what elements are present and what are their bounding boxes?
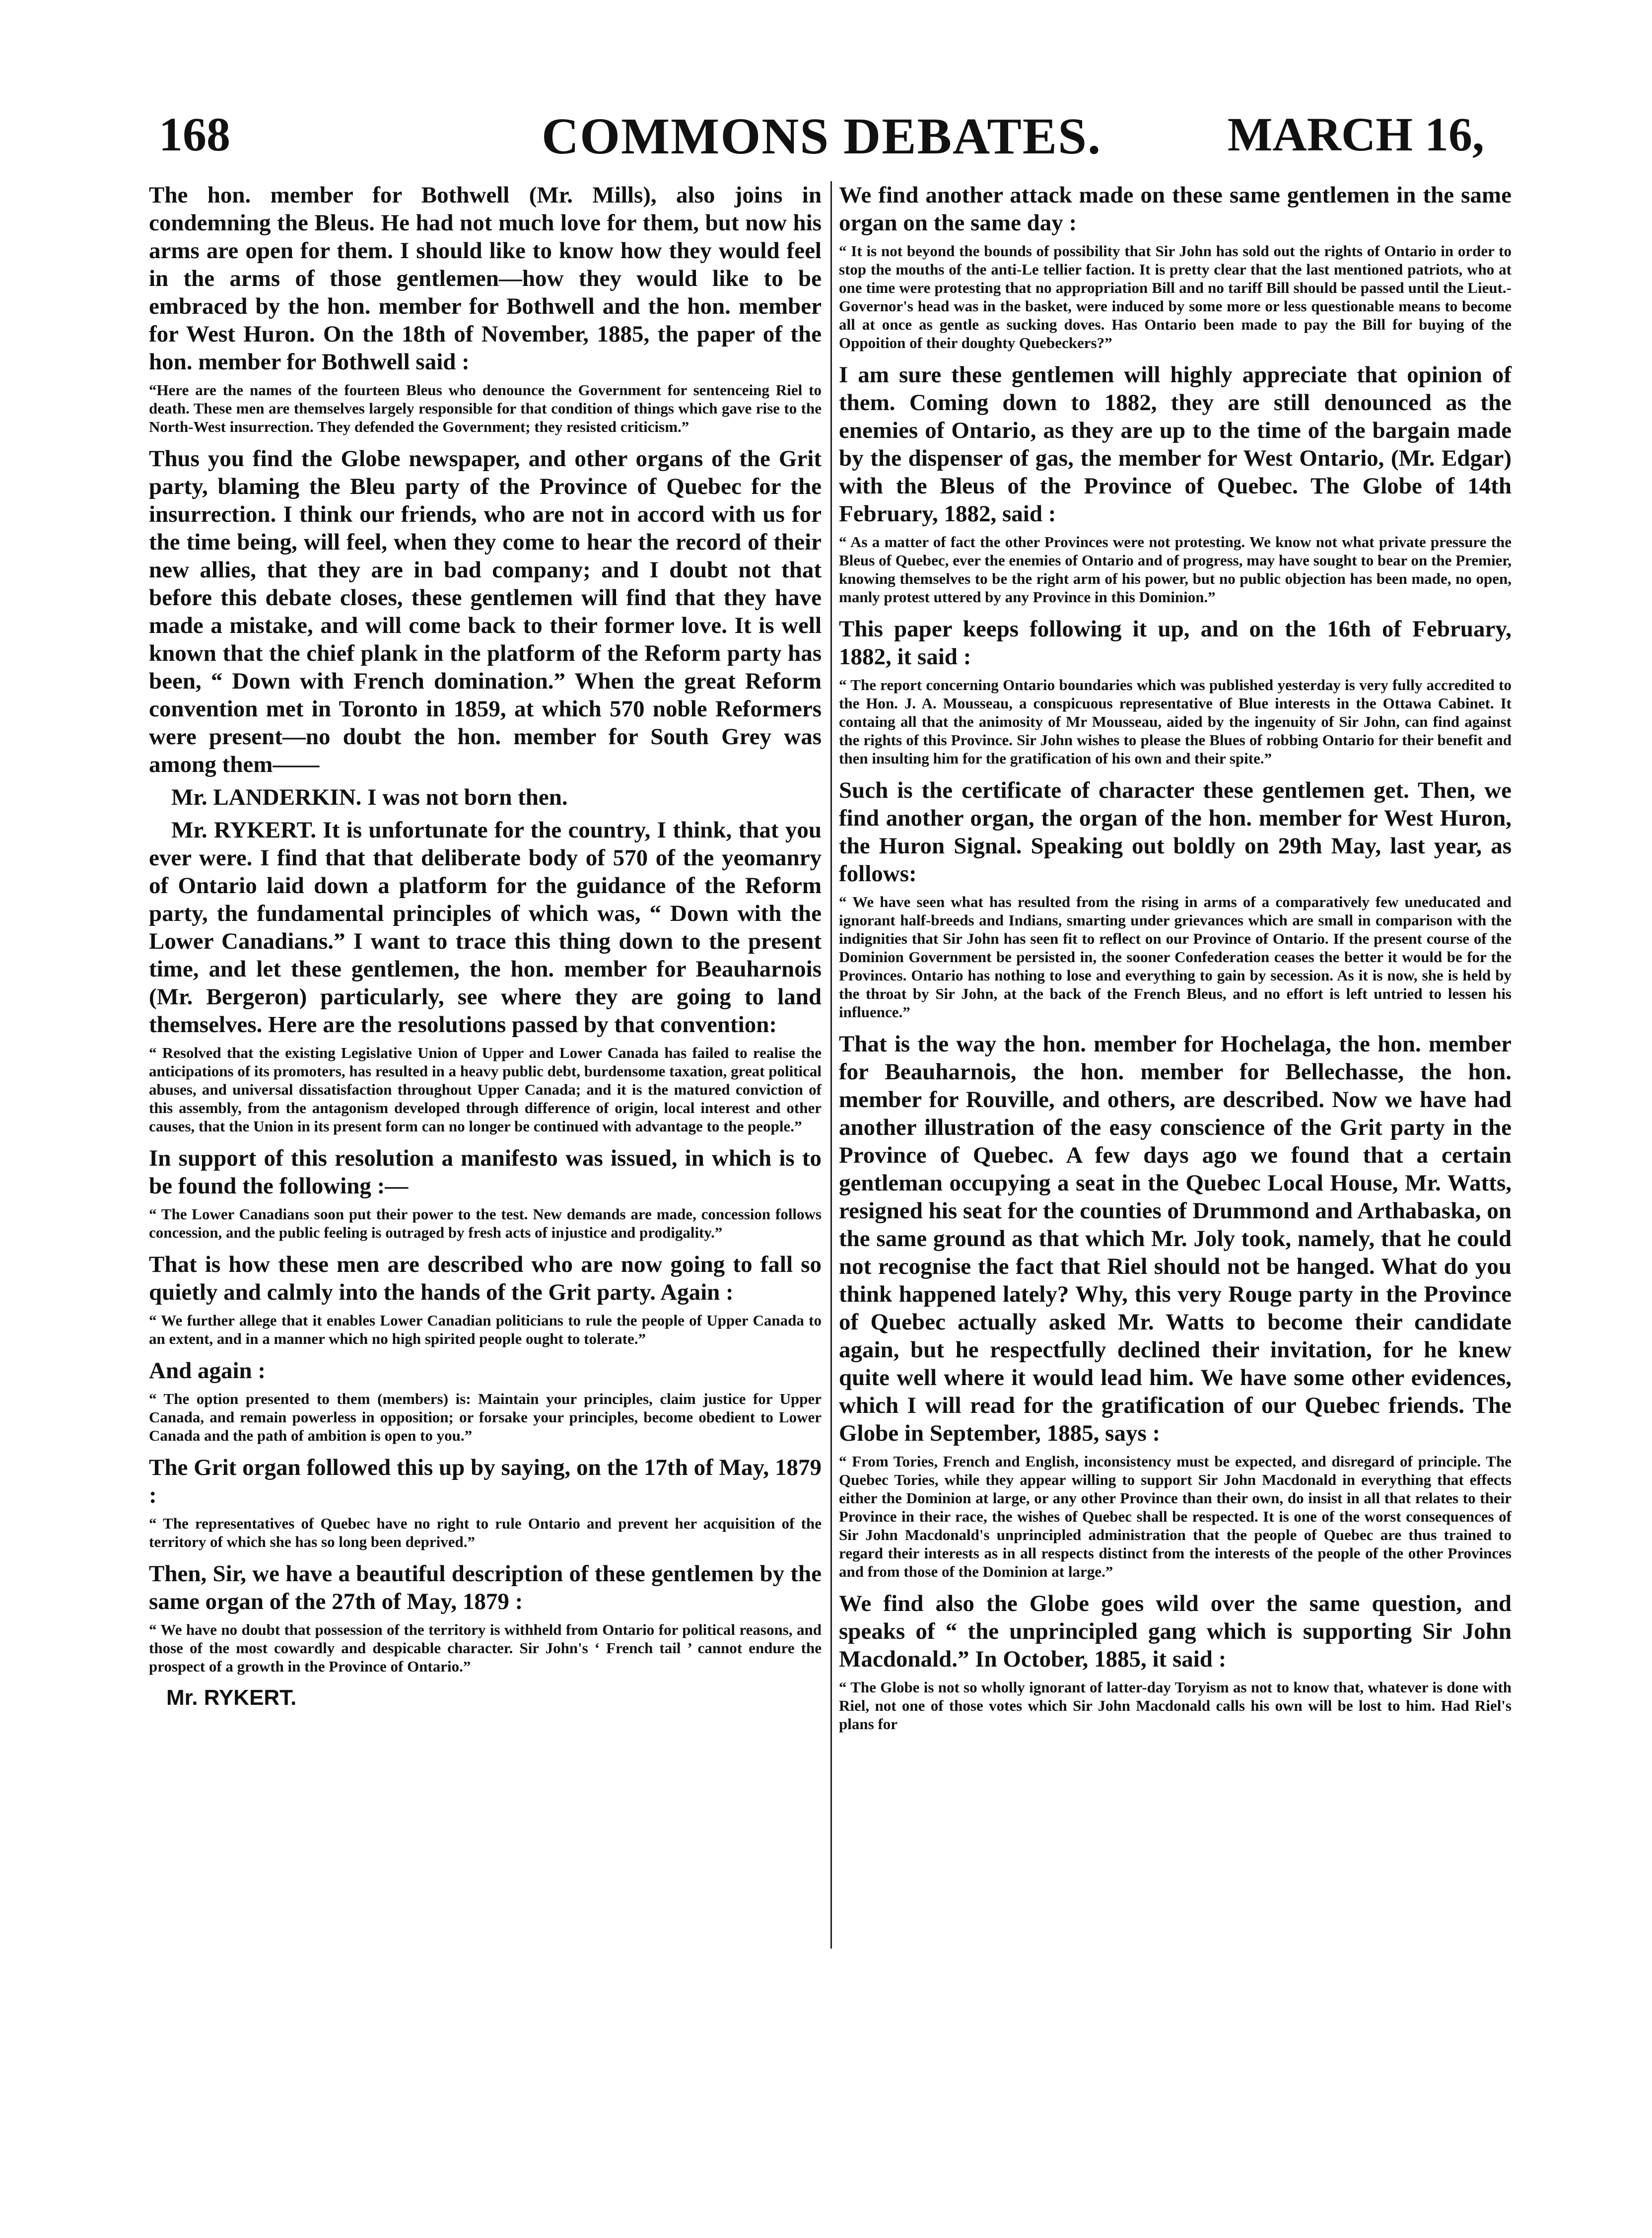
page-header: [159, 107, 1484, 166]
page-date: MARCH 16,: [1227, 108, 1484, 161]
quotation: “Here are the names of the fourteen Bleus who denounce the Government for sentenceing Riel to death. These men are themselves largely responsible for that condition of things which gave rise to the North-West insurrection. They defended the Government; they resisted criticism.”: [149, 381, 822, 435]
page-number: 168: [159, 108, 230, 161]
paragraph: This paper keeps following it up, and on the 16th of February, 1882, it said :: [839, 616, 1512, 670]
paragraph: That is the way the hon. member for Hochelaga, the hon. member for Beauharnois, the hon. member for Bellechasse, the hon. member for Rouville, and others, are described. Now we have had another illustration of the easy conscience of the Grit party in the Province of Quebec. A few days ago we found that a certain gentleman occupying a seat in the Quebec Local House, Mr. Watts, resigned his seat for the counties of Drummond and Arthabaska, on the same ground as that which Mr. Joly took, namely, that he could not recognise the fact that Riel should not be hanged. What do you think happened lately? Why, this very Rouge party in the Province of Quebec actually asked Mr. Watts to become their candidate again, but he respectfully declined their invitation, for he knew quite well where it would lead him. We have some other evidences, which I will read for the gratification of our Quebec friends. The Globe in September, 1885, says :: [839, 1031, 1512, 1446]
left-column: [149, 181, 822, 1710]
paragraph: That is how these men are described who are now going to fall so quietly and calmly into the hands of the Grit party. Again :: [149, 1252, 822, 1305]
quotation: “ As a matter of fact the other Provinces were not protesting. We know not what private pressure the Bleus of Quebec, ever the enemies of Ontario and of progress, may have sought to bear on the Premier, knowing themselves to be the right arm of his power, but no public objection has been made, no open, manly protest uttered by any Province in this Dominion.”: [839, 533, 1512, 606]
quotation: “ The report concerning Ontario boundaries which was published yesterday is very fully accredited to the Hon. J. A. Mousseau, a conspicuous representative of Blue interests in the Ottawa Cabinet. It containg all that the animosity of Mr Mousseau, aided by the ingenuity of Sir John, can find against the rights of this Province. Sir John wishes to please the Blues of robbing Ontario for their benefit and then insulting him for the gratification of his own and their spite.”: [839, 676, 1512, 767]
paragraph: We find another attack made on these same gentlemen in the same organ on the same day :: [839, 182, 1512, 236]
page-footer-speaker: Mr. RYKERT.: [166, 1685, 297, 1710]
quotation: “ The Globe is not so wholly ignorant of latter-day Toryism as not to know that, whatever is done with Riel, not one of those votes which Sir John Macdonald calls his own will be lost to him. Had Riel's plans for: [839, 1678, 1512, 1733]
paragraph: Such is the certificate of character these gentlemen get. Then, we find another organ, the organ of the hon. member for West Huron, the Huron Signal. Speaking out boldly on 29th May, last year, as follows:: [839, 777, 1512, 887]
column-divider: [830, 181, 832, 1949]
paragraph: The Grit organ followed this up by saying, on the 17th of May, 1879 :: [149, 1455, 822, 1508]
speaker-paragraph: Mr. RYKERT. It is unfortunate for the country, I think, that you ever were. I find that that deliberate body of 570 of the yeomanry of Ontario laid down a platform for the guidance of the Reform party, the fundamental principles of which was, “ Down with the Lower Canadians.” I want to trace this thing down to the present time, and let these gentlemen, the hon. member for Beauharnois (Mr. Bergeron) particularly, see where they are going to land themselves. Here are the resolutions passed by that convention:: [149, 817, 822, 1038]
paragraph: In support of this resolution a manifesto was issued, in which is to be found the following :—: [149, 1145, 822, 1199]
paragraph: I am sure these gentlemen will highly appreciate that opinion of them. Coming down to 1882, they are still denounced as the enemies of Ontario, as they are up to the time of the bargain made by the dispenser of gas, the member for West Ontario, (Mr. Edgar) with the Bleus of the Province of Quebec. The Globe of 14th February, 1882, said :: [839, 362, 1512, 527]
page-title: COMMONS DEBATES.: [542, 108, 1101, 165]
quotation: “ From Tories, French and English, inconsistency must be expected, and disregard of principle. The Quebec Tories, while they appear willing to support Sir John Macdonald in everything that effects either the Dominion at large, or any other Province than their own, do insist in all that relates to their Province in their race, the wishes of Quebec shall be respected. It is one of the worst consequences of Sir John Macdonald's unprincipled administration that the people of Quebec are thus trained to regard their interests as in all respects distinct from the interests of the people of the other Provinces and from those of the Dominion at large.”: [839, 1453, 1512, 1580]
quotation: “ It is not beyond the bounds of possibility that Sir John has sold out the rights of Ontario in order to stop the mouths of the anti-Le tellier faction. It is pretty clear that the last mentioned patriots, who at one time were protesting that no appropriation Bill and no tariff Bill should be passed until the Lieut.-Governor's head was in the basket, were induced by some more or less questionable means to become all at once as gentle as sucking doves. Has Ontario been made to pay the Bill for buying of the Oppoition of their doughty Quebeckers?”: [839, 242, 1512, 351]
quotation: “ The representatives of Quebec have no right to rule Ontario and prevent her acquisition of the territory of which she has so long been deprived.”: [149, 1515, 822, 1550]
quotation: “ We have seen what has resulted from the rising in arms of a comparatively few uneducated and ignorant half-breeds and Indians, smarting under grievances which are small in comparison with the indignities that Sir John has seen fit to reflect on our Province of Ontario. If the present course of the Dominion Government be persisted in, the sooner Confederation ceases the better it would be for the Provinces. Ontario has nothing to lose and everything to gain by secession. As it is now, she is held by the throat by Sir John, at the back of the French Bleus, and no effort is left untried to lessen his influence.”: [839, 893, 1512, 1021]
quotation: “ The option presented to them (members) is: Maintain your principles, claim justice for Upper Canada, and remain powerless in opposition; or forsake your principles, become obedient to Lower Canada and the path of ambition is open to you.”: [149, 1390, 822, 1444]
quotation: “ Resolved that the existing Legislative Union of Upper and Lower Canada has failed to realise the anticipations of its promoters, has resulted in a heavy public debt, burdensome taxation, great political abuses, and universal dissatisfaction throughout Upper Canada; and it is the matured conviction of this assembly, from the antagonism developed through difference of origin, local interest and other causes, that the Union in its present form can no longer be continued with advantage to the people.”: [149, 1044, 822, 1135]
paragraph: And again :: [149, 1358, 266, 1384]
paragraph: The hon. member for Bothwell (Mr. Mills), also joins in condemning the Bleus. He had not much love for them, but now his arms are open for them. I should like to know how they would feel in the arms of those gentlemen—how they would like to be embraced by the hon. member for Bothwell and the hon. member for West Huron. On the 18th of November, 1885, the paper of the hon. member for Bothwell said :: [149, 182, 822, 375]
paragraph: Thus you find the Globe newspaper, and other organs of the Grit party, blaming the Bleu party of the Province of Quebec for the insurrection. I think our friends, who are not in accord with us for the time being, will feel, when they come to hear the record of their new allies, that they are in bad company; and I doubt not that before this debate closes, these gentlemen will find that they have made a mistake, and will come back to their former love. It is well known that the chief plank in the platform of the Reform party has been, “ Down with French domination.” When the great Reform convention met in Toronto in 1859, at which 570 noble Reformers were present—no doubt the hon. member for South Grey was among them——: [149, 446, 822, 777]
paragraph: Then, Sir, we have a beautiful description of these gentlemen by the same organ of the 27th of May, 1879 :: [149, 1561, 822, 1614]
quotation: “ The Lower Canadians soon put their power to the test. New demands are made, concession follows concession, and the public feeling is outraged by fresh acts of injustice and prodigality.”: [149, 1205, 822, 1241]
quotation: “ We further allege that it enables Lower Canadian politicians to rule the people of Upper Canada to an extent, and in a manner which no high spirited people ought to tolerate.”: [149, 1312, 822, 1347]
right-column: [839, 181, 1512, 1742]
quotation: “ We have no doubt that possession of the territory is withheld from Ontario for political reasons, and those of the most cowardly and despicable character. Sir John's ‘ French tail ’ cannot endure the prospect of a growth in the Province of Ontario.”: [149, 1621, 822, 1675]
speaker-paragraph: Mr. LANDERKIN. I was not born then.: [171, 784, 568, 810]
paragraph: We find also the Globe goes wild over the same question, and speaks of “ the unprincipled gang which is supporting Sir John Macdonald.” In October, 1885, it said :: [839, 1591, 1512, 1672]
